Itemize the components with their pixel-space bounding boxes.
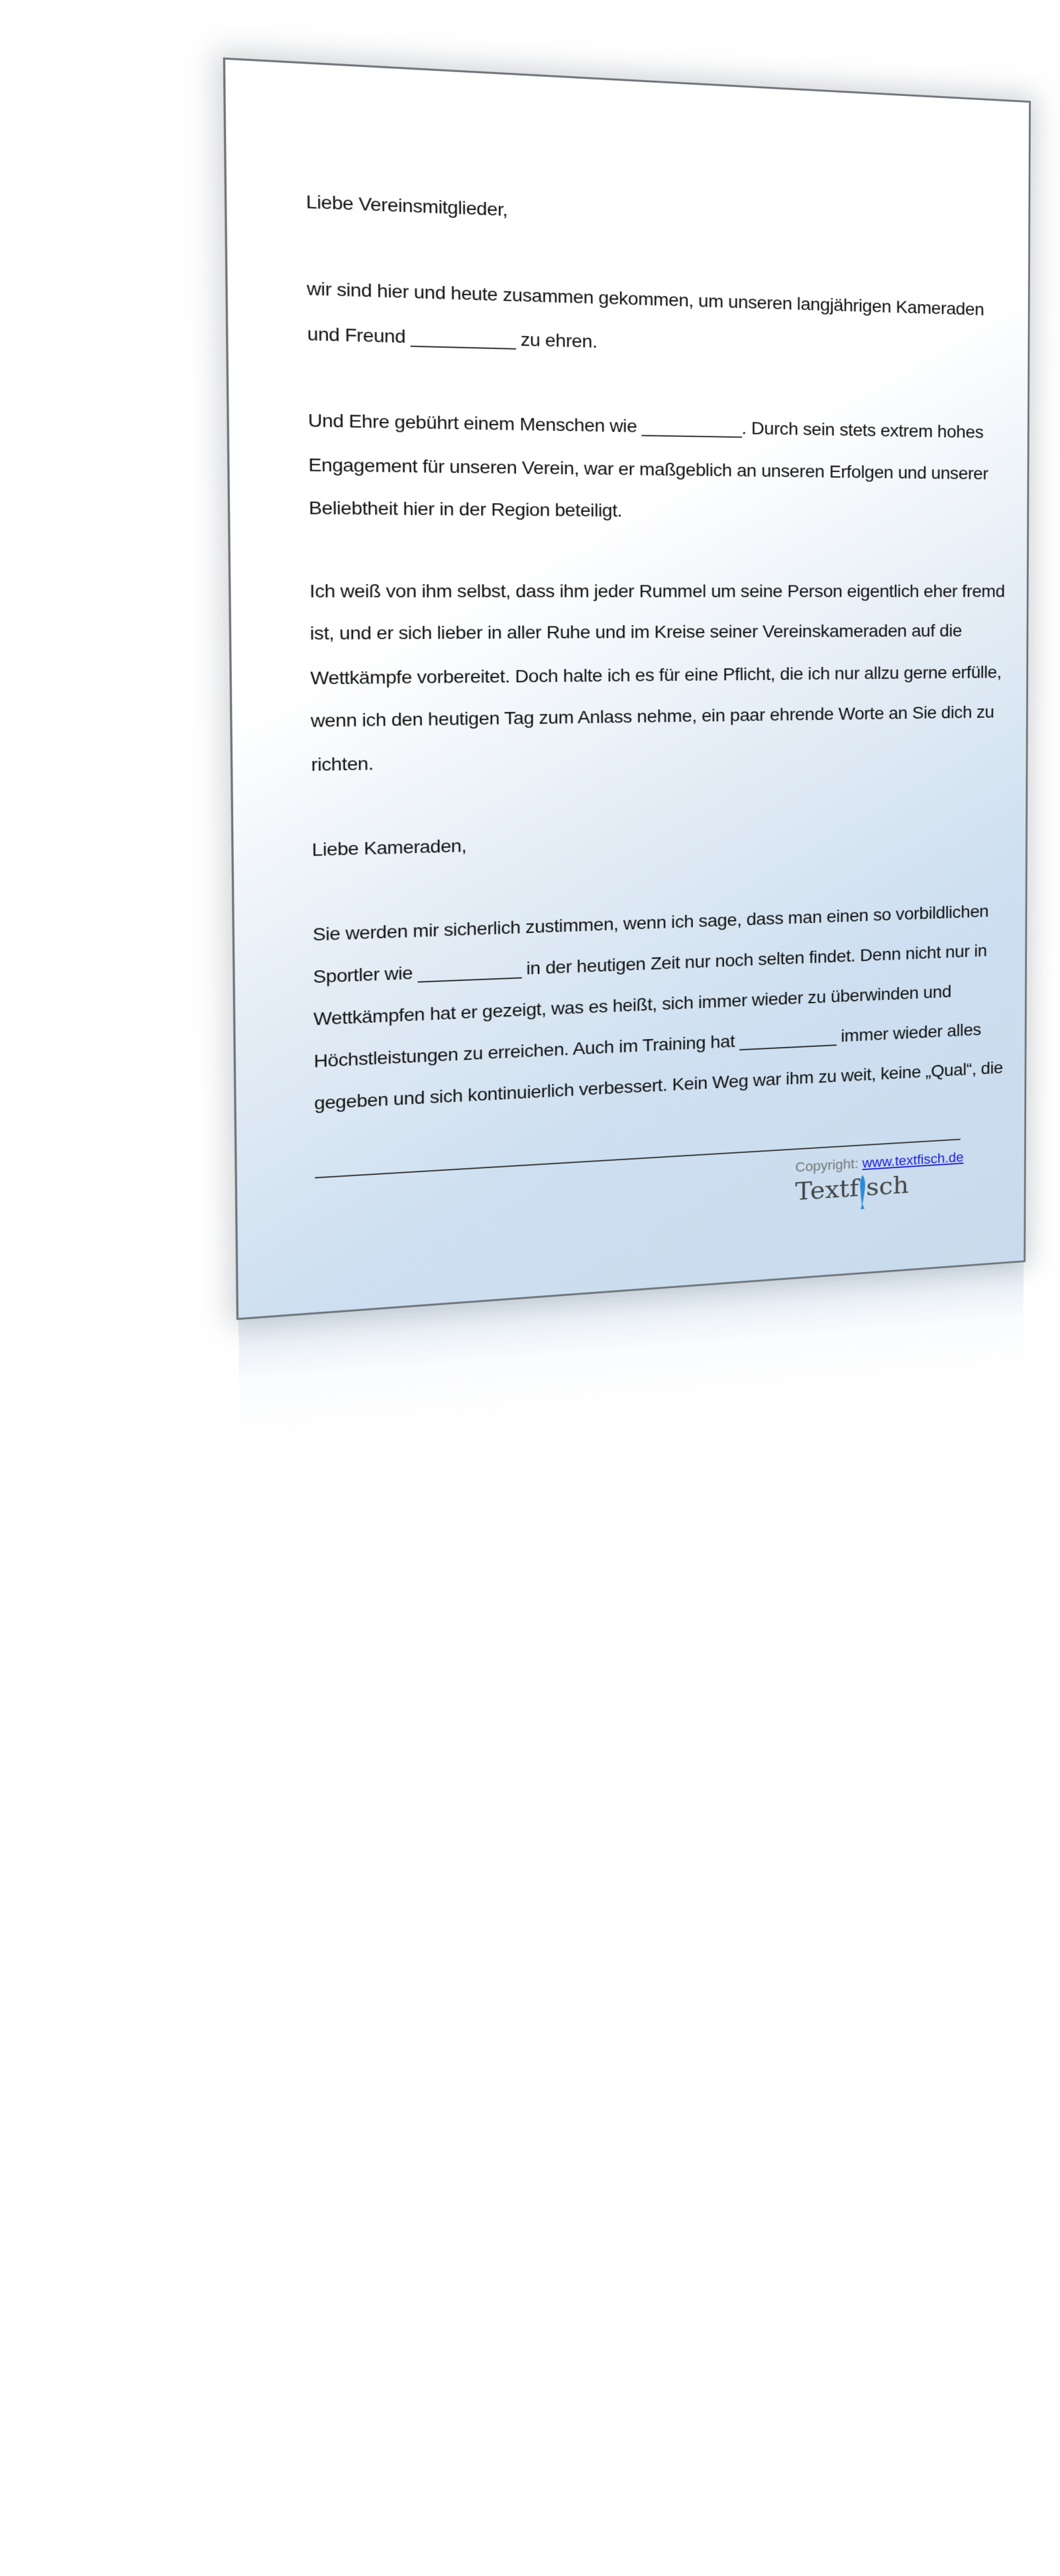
text-line: Liebe Vereinsmitglieder, — [305, 191, 508, 221]
text-line: Wettkämpfe vorbereitet. Doch halte ich es für eine Pflicht, die ich nur allzu gerne erfülle, — [310, 662, 1002, 689]
text-line: Engagement für unseren Verein, war er maßgeblich an unseren Erfolgen und unserer — [308, 454, 988, 483]
text-line: Beliebtheit hier in der Region beteiligt. — [308, 497, 623, 520]
text-line: richten. — [311, 753, 374, 775]
textfisch-link[interactable]: www.textfisch.de — [862, 1149, 964, 1171]
text-line: gegeben und sich kontinuierlich verbessert. Kein Weg war ihm zu weit, keine „Qual“, die — [314, 1058, 1003, 1114]
text-line: wir sind hier und heute zusammen gekommen, um unseren langjährigen Kameraden — [306, 278, 984, 319]
logo-text-start: Textf — [795, 1173, 859, 1207]
document-body — [225, 60, 1029, 1114]
logo-text-end: sch — [866, 1171, 909, 1202]
fish-icon — [858, 1173, 867, 1211]
text-line: Und Ehre gebührt einem Menschen wie __________. Durch sein stets extrem hohes — [307, 410, 984, 442]
text-line: Ich weiß von ihm selbst, dass ihm jeder Rummel um seine Person eigentlich eher fremd — [309, 581, 1005, 602]
page-reflection — [238, 1260, 1024, 2576]
text-line: wenn ich den heutigen Tag zum Anlass nehme, ein paar ehrende Worte an Sie dich zu — [310, 702, 994, 731]
text-line: Sportler wie __________ in der heutigen Zeit nur noch selten findet. Denn nicht nur in — [313, 940, 987, 987]
text-line: Liebe Kameraden, — [311, 835, 467, 860]
textfisch-logo — [795, 1171, 909, 1214]
text-line: ist, und er sich lieber in aller Ruhe und im Kreise seiner Vereinskameraden auf die — [309, 620, 962, 644]
document-page — [225, 60, 1029, 1318]
text-line: Wettkämpfen hat er gezeigt, was es heißt, sich immer wieder zu überwinden und — [313, 981, 952, 1029]
text-line: Höchstleistungen zu erreichen. Auch im Training hat __________ immer wieder alles — [313, 1020, 981, 1071]
text-line: und Freund __________ zu ehren. — [307, 323, 598, 352]
copyright-label: Copyright: — [795, 1155, 863, 1175]
copyright-notice — [795, 1150, 963, 1176]
text-line: Sie werden mir sicherlich zustimmen, wenn ich sage, dass man einen so vorbildlichen — [312, 901, 989, 945]
